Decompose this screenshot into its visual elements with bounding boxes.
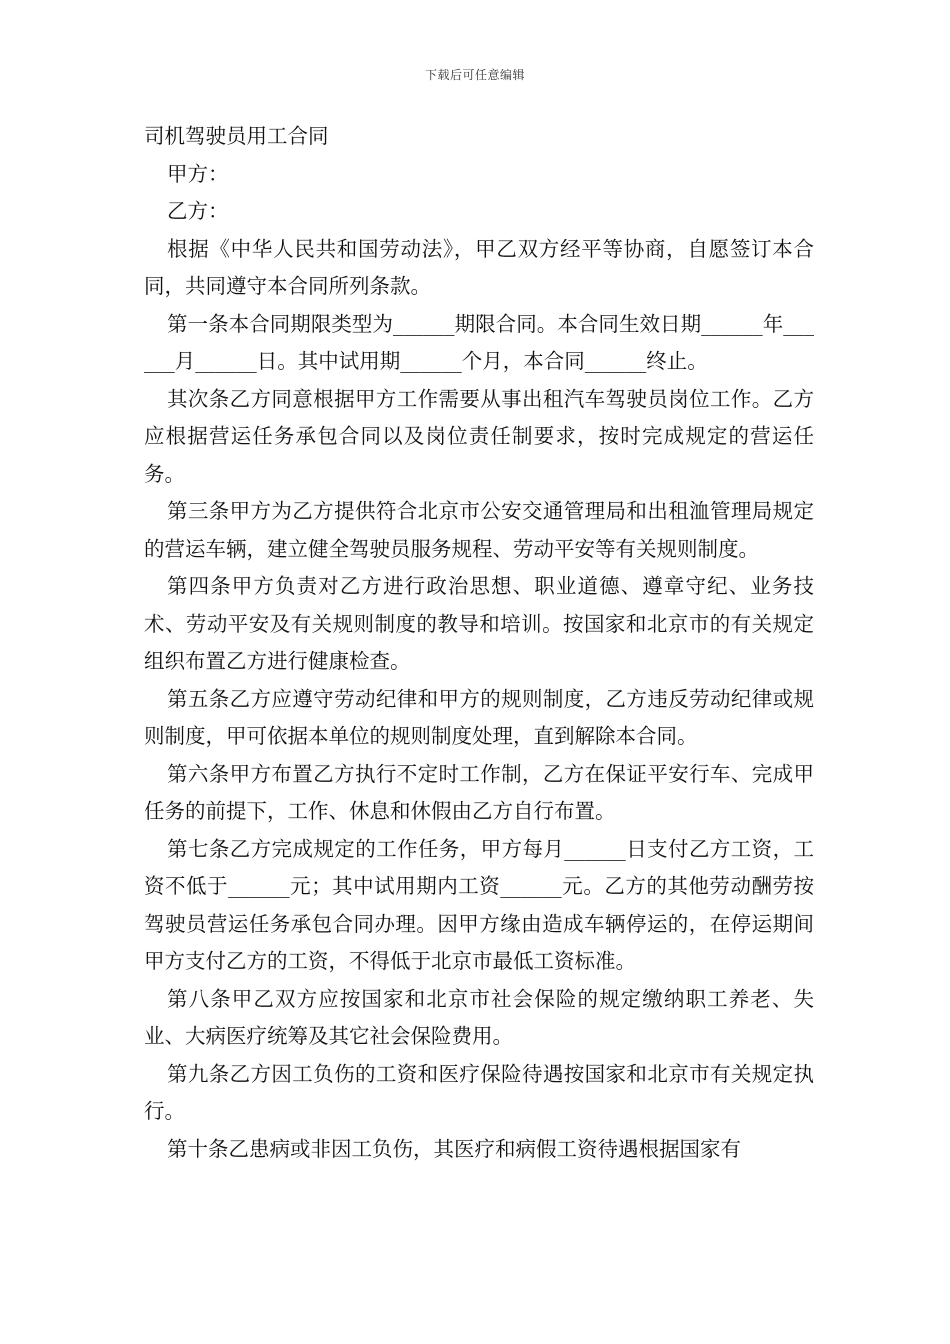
article-5-paragraph: 第五条乙方应遵守劳动纪律和甲方的规则制度，乙方违反劳动纪律或规则制度，甲可依据本单位的规则制度处理，直到解除本合同。 xyxy=(144,686,814,748)
preamble-paragraph: 根据《中华人民共和国劳动法》，甲乙双方经平等协商，自愿签订本合同，共同遵守本合同所列条款。 xyxy=(144,236,814,298)
article-8-paragraph: 第八条甲乙双方应按国家和北京市社会保险的规定缴纳职工养老、失业、大病医疗统筹及其它社会保险费用。 xyxy=(144,986,814,1048)
party-b-line: 乙方： xyxy=(167,199,229,223)
article-2-paragraph: 其次条乙方同意根据甲方工作需要从事出租汽车驾驶员岗位工作。乙方应根据营运任务承包合同以及岗位责任制要求，按时完成规定的营运任务。 xyxy=(144,386,814,486)
article-6-paragraph: 第六条甲方布置乙方执行不定时工作制，乙方在保证平安行车、完成甲任务的前提下，工作、休息和休假由乙方自行布置。 xyxy=(144,761,814,823)
party-a-line: 甲方： xyxy=(167,161,229,186)
article-9-paragraph: 第九条乙方因工负伤的工资和医疗保险待遇按国家和北京市有关规定执行。 xyxy=(144,1061,814,1123)
article-4-paragraph: 第四条甲方负责对乙方进行政治思想、职业道德、遵章守纪、业务技术、劳动平安及有关规则制度的教导和培训。按国家和北京市的有关规定组织布置乙方进行健康检查。 xyxy=(144,574,814,673)
article-7-paragraph: 第七条乙方完成规定的工作任务，甲方每月______日支付乙方工资，工资不低于______元；其中试用期内工资______元。乙方的其他劳动酬劳按驾驶员营运任务承包合同办理。因甲方缘由造成车辆停运的，在停运期间甲方支付乙方的工资，不得低于北京市最低工资标准。 xyxy=(144,836,814,973)
article-1-paragraph: 第一条本合同期限类型为______期限合同。本合同生效日期______年______月______日。其中试用期______个月，本合同______终止。 xyxy=(144,311,814,373)
header-note: 下载后可任意编辑 xyxy=(424,68,525,82)
document-body xyxy=(144,118,814,1168)
article-3-paragraph: 第三条甲方为乙方提供符合北京市公安交通管理局和出租洫管理局规定的营运车辆，建立健全驾驶员服务规程、劳动平安等有关规则制度。 xyxy=(144,499,814,561)
article-10-paragraph: 第十条乙患病或非因工负伤，其医疗和病假工资待遇根据国家有 xyxy=(167,1136,741,1161)
document-title: 司机驾驶员用工合同 xyxy=(144,124,329,148)
